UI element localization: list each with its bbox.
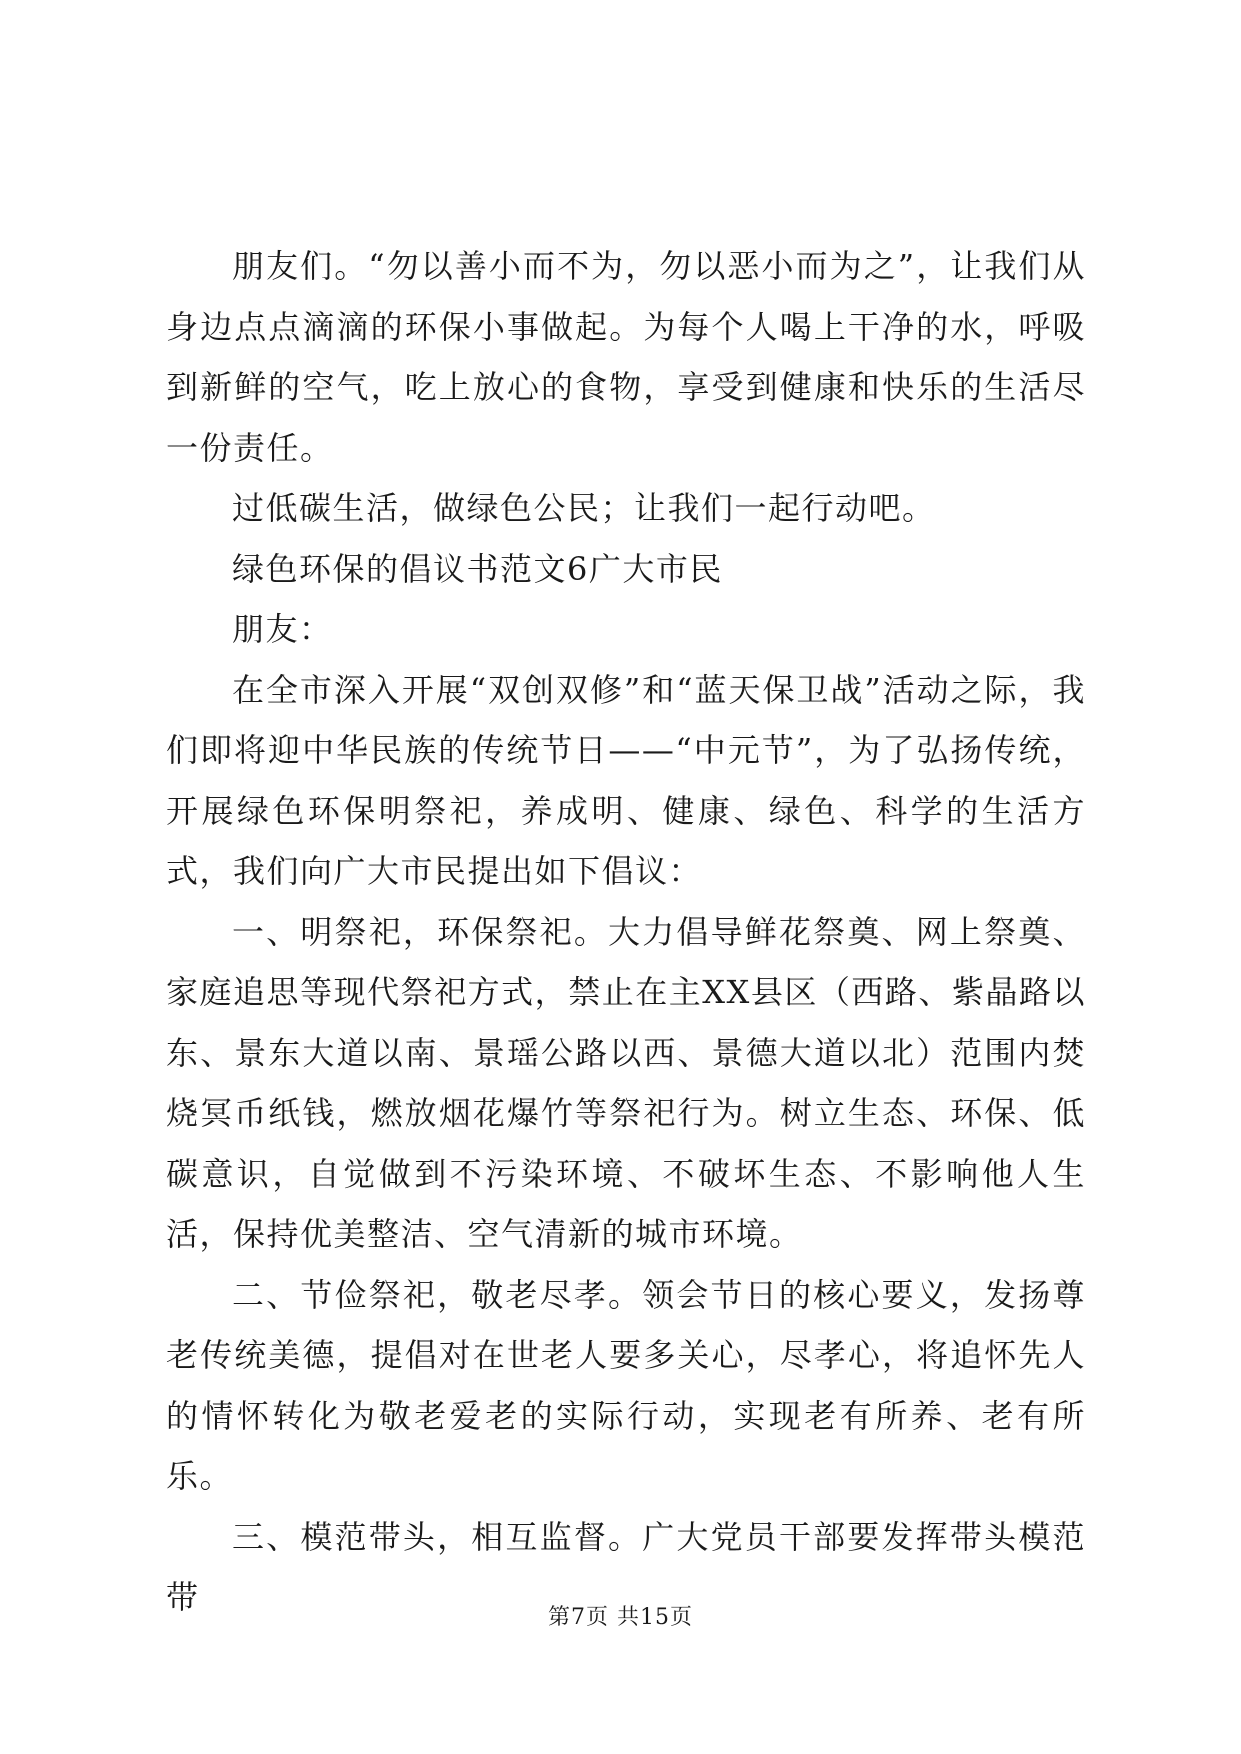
paragraph: 绿色环保的倡议书范文6广大市民 [232,549,723,588]
document-body [166,236,1086,1628]
page-number: 第7页 共15页 [548,1605,693,1630]
paragraph: 三、模范带头，相互监督。广大党员干部要发挥带头模范带 [166,1517,1086,1616]
paragraph: 朋友： [232,610,333,648]
paragraph: 在全市深入开展“双创双修”和“蓝天保卫战”活动之际，我们即将迎中华民族的传统节日——“中元节”，为了弘扬传统，开展绿色环保明祭祀，养成明、健康、绿色、科学的生活方式，我们向广大市民提出如下倡议： [166,670,1086,890]
paragraph: 一、明祭祀，环保祭祀。大力倡导鲜花祭奠、网上祭奠、家庭追思等现代祭祀方式，禁止在主XX县区（西路、紫晶路以东、景东大道以南、景瑶公路以西、景德大道以北）范围内焚烧冥币纸钱，燃放烟花爆竹等祭祀行为。树立生态、环保、低碳意识，自觉做到不污染环境、不破坏生态、不影响他人生活，保持优美整洁、空气清新的城市环境。 [166,912,1086,1253]
paragraph: 朋友们。“勿以善小而不为，勿以恶小而为之”，让我们从身边点点滴滴的环保小事做起。为每个人喝上干净的水，呼吸到新鲜的空气，吃上放心的食物，享受到健康和快乐的生活尽一份责任。 [166,247,1086,467]
page-footer [0,1604,1241,1632]
paragraph: 过低碳生活，做绿色公民；让我们一起行动吧。 [232,489,936,527]
paragraph: 二、节俭祭祀，敬老尽孝。领会节日的核心要义，发扬尊老传统美德，提倡对在世老人要多关心，尽孝心，将追怀先人的情怀转化为敬老爱老的实际行动，实现老有所养、老有所乐。 [166,1275,1086,1495]
